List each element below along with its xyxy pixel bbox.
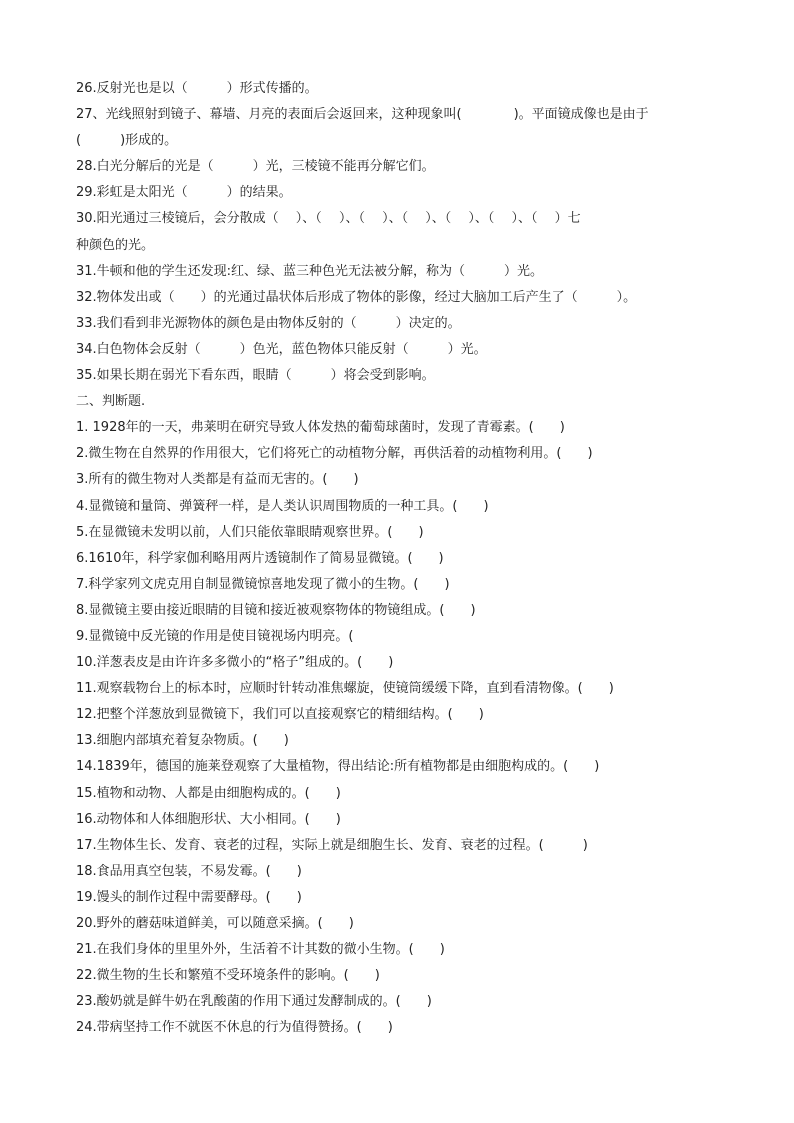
judge-item-9: 9.显微镜中反光镜的作用是使目镜视场内明亮。( bbox=[76, 628, 354, 644]
judge-item-8: 8.显微镜主要由接近眼睛的目镜和接近被观察物体的物镜组成。( ) bbox=[76, 602, 476, 618]
question-item-27-continued: ( )形成的。 bbox=[76, 133, 178, 149]
judge-item-10: 10.洋葱表皮是由许许多多微小的“格子”组成的。( ) bbox=[76, 655, 394, 671]
judge-item-18: 18.食品用真空包装，不易发霉。( ) bbox=[76, 863, 302, 879]
judge-item-4: 4.显微镜和量筒、弹簧秤一样，是人类认识周围物质的一种工具。( ) bbox=[76, 498, 489, 514]
question-item-31: 31.牛顿和他的学生还发现:红、绿、蓝三种色光无法被分解，称为（ ）光。 bbox=[76, 263, 544, 279]
judge-item-1: 1. 1928年的一天，弗莱明在研究导致人体发热的葡萄球菌时，发现了青霉素。( ) bbox=[76, 420, 565, 436]
judge-item-6: 6.1610年，科学家伽利略用两片透镜制作了简易显微镜。( ) bbox=[76, 550, 444, 566]
judge-section bbox=[76, 415, 726, 1041]
fill-in-section bbox=[76, 76, 726, 389]
judge-item-12: 12.把整个洋葱放到显微镜下，我们可以直接观察它的精细结构。( ) bbox=[76, 707, 484, 723]
judge-item-14: 14.1839年，德国的施莱登观察了大量植物，得出结论:所有植物都是由细胞构成的。( ) bbox=[76, 759, 600, 775]
question-item-28: 28.白光分解后的光是（ ）光，三棱镜不能再分解它们。 bbox=[76, 159, 435, 175]
question-item-34: 34.白色物体会反射（ ）色光，蓝色物体只能反射（ ）光。 bbox=[76, 341, 487, 357]
question-item-30-continued: 种颜色的光。 bbox=[76, 237, 155, 253]
question-item-32: 32.物体发出或（ ）的光通过晶状体后形成了物体的影像，经过大脑加工后产生了（ ）。 bbox=[76, 289, 637, 305]
judge-item-21: 21.在我们身体的里里外外，生活着不计其数的微小生物。( ) bbox=[76, 942, 445, 958]
judge-item-3: 3.所有的微生物对人类都是有益而无害的。( ) bbox=[76, 472, 359, 488]
question-item-30: 30.阳光通过三棱镜后，会分散成（ ）、（ ）、（ ）、（ ）、（ ）、（ ）、（ ）七 bbox=[76, 211, 581, 227]
question-item-29: 29.彩虹是太阳光（ ）的结果。 bbox=[76, 185, 292, 201]
judge-item-23: 23.酸奶就是鲜牛奶在乳酸菌的作用下通过发酵制成的。( ) bbox=[76, 994, 432, 1010]
worksheet-page bbox=[76, 76, 726, 1041]
judge-item-13: 13.细胞内部填充着复杂物质。( ) bbox=[76, 733, 289, 749]
question-item-33: 33.我们看到非光源物体的颜色是由物体反射的（ ）决定的。 bbox=[76, 315, 461, 331]
judge-item-15: 15.植物和动物、人都是由细胞构成的。( ) bbox=[76, 785, 341, 801]
judge-item-2: 2.微生物在自然界的作用很大，它们将死亡的动植物分解，再供活着的动植物利用。( ) bbox=[76, 446, 593, 462]
judge-item-19: 19.馒头的制作过程中需要酵母。( ) bbox=[76, 889, 302, 905]
question-item-35: 35.如果长期在弱光下看东西，眼睛（ ）将会受到影响。 bbox=[76, 368, 435, 384]
question-item-27: 27、光线照射到镜子、幕墙、月亮的表面后会返回来，这种现象叫( )。平面镜成像也是由于 bbox=[76, 107, 649, 123]
judge-item-11: 11.观察载物台上的标本时，应顺时针转动准焦螺旋，使镜筒缓缓下降，直到看清物像。( ) bbox=[76, 681, 614, 697]
judge-item-16: 16.动物体和人体细胞形状、大小相同。( ) bbox=[76, 811, 341, 827]
judge-item-24: 24.带病坚持工作不就医不休息的行为值得赞扬。( ) bbox=[76, 1020, 393, 1036]
judge-item-5: 5.在显微镜未发明以前，人们只能依靠眼睛观察世界。( ) bbox=[76, 524, 424, 540]
section-heading: 二、判断题. bbox=[76, 394, 146, 410]
judge-item-7: 7.科学家列文虎克用自制显微镜惊喜地发现了微小的生物。( ) bbox=[76, 576, 450, 592]
judge-item-17: 17.生物体生长、发育、衰老的过程，实际上就是细胞生长、发育、衰老的过程。( ) bbox=[76, 837, 588, 853]
question-item-26: 26.反射光也是以（ ）形式传播的。 bbox=[76, 81, 318, 96]
judge-item-20: 20.野外的蘑菇味道鲜美，可以随意采摘。( ) bbox=[76, 916, 354, 931]
judge-item-22: 22.微生物的生长和繁殖不受环境条件的影响。( ) bbox=[76, 968, 380, 984]
